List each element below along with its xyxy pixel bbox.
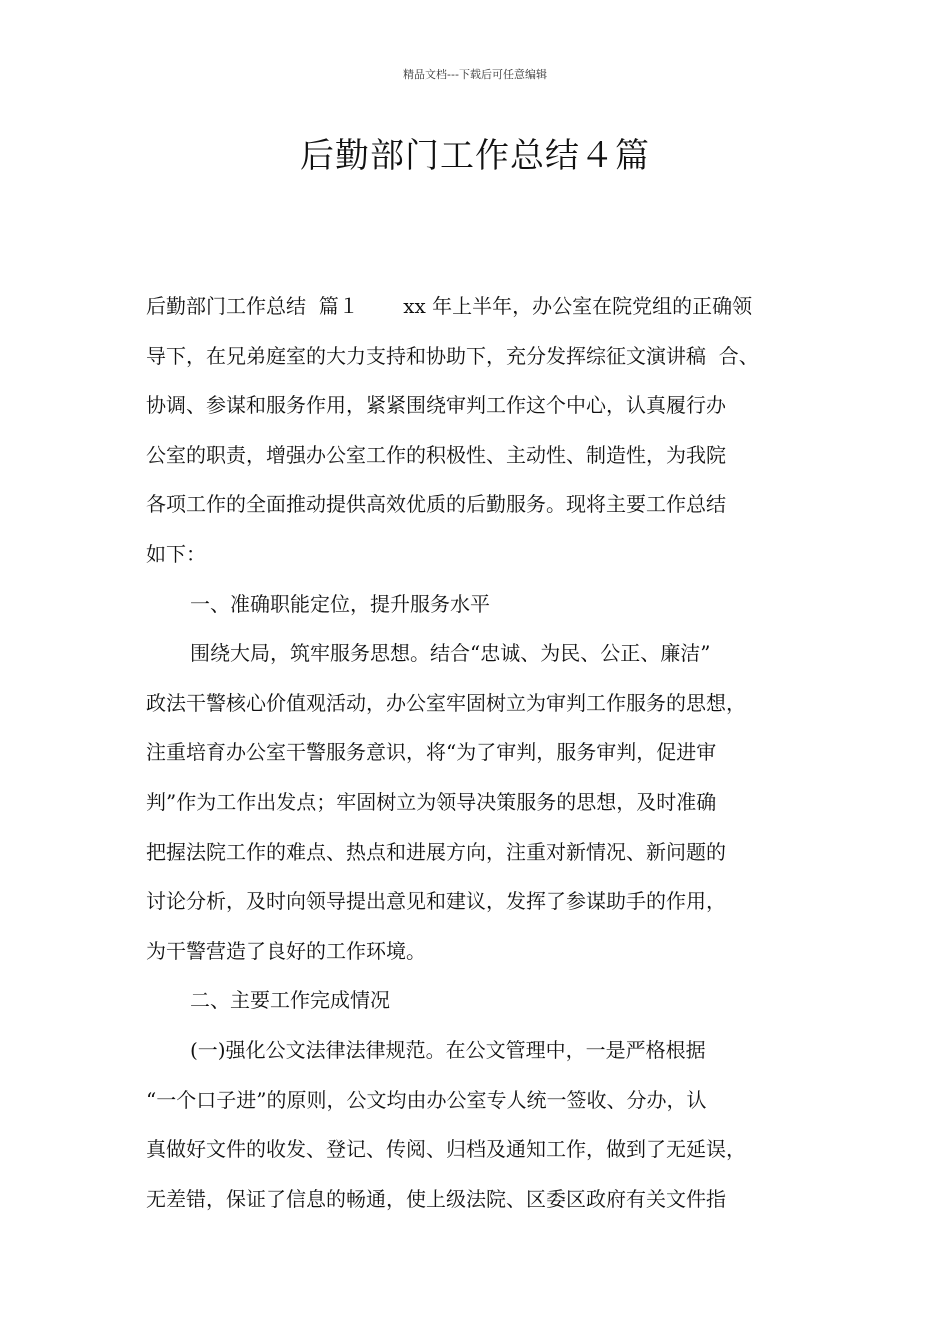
paragraph-line: 为干警营造了良好的工作环境。 — [146, 938, 426, 963]
document-body — [146, 282, 826, 1224]
paragraph-line: 一、准确职能定位，提升服务水平 — [190, 591, 490, 616]
paragraph-line: 判”作为工作出发点；牢固树立为领导决策服务的思想，及时准确 — [146, 789, 717, 814]
paragraph-line: 导下，在兄弟庭室的大力支持和协助下，充分发挥综征文演讲稿 合、 — [146, 343, 759, 368]
paragraph-line: “一个口子进”的原则，公文均由办公室专人统一签收、分办，认 — [146, 1087, 707, 1112]
paragraph-line: 协调、参谋和服务作用，紧紧围绕审判工作这个中心，认真履行办 — [146, 393, 726, 418]
page-header: 精品文档---下载后可任意编辑 — [403, 68, 547, 81]
paragraph-line: 后勤部门工作总结 篇１ xx 年上半年，办公室在院党组的正确领 — [146, 294, 753, 318]
paragraph-line: 讨论分析，及时向领导提出意见和建议，发挥了参谋助手的作用， — [146, 889, 726, 914]
paragraph-line: 政法干警核心价值观活动，办公室牢固树立为审判工作服务的思想， — [146, 690, 746, 715]
paragraph-line: 无差错，保证了信息的畅通，使上级法院、区委区政府有关文件指 — [146, 1186, 726, 1211]
paragraph-line: 二、主要工作完成情况 — [190, 988, 390, 1013]
paragraph-line: 注重培育办公室干警服务意识，将“为了审判，服务审判，促进审 — [146, 740, 717, 765]
paragraph-line: 围绕大局，筑牢服务思想。结合“忠诚、为民、公正、廉洁” — [190, 641, 711, 666]
paragraph-line: 如下： — [146, 541, 206, 566]
paragraph-line: 真做好文件的收发、登记、传阅、归档及通知工作，做到了无延误， — [146, 1137, 746, 1162]
paragraph-line: 公室的职责，增强办公室工作的积极性、主动性、制造性，为我院 — [146, 442, 726, 467]
paragraph-line: 把握法院工作的难点、热点和进展方向，注重对新情况、新问题的 — [146, 839, 726, 864]
paragraph-line: (一)强化公文法律法律规范。在公文管理中，一是严格根据 — [190, 1037, 706, 1062]
document-title: 后勤部门工作总结４篇 — [300, 136, 650, 176]
paragraph-line: 各项工作的全面推动提供高效优质的后勤服务。现将主要工作总结 — [146, 492, 726, 517]
